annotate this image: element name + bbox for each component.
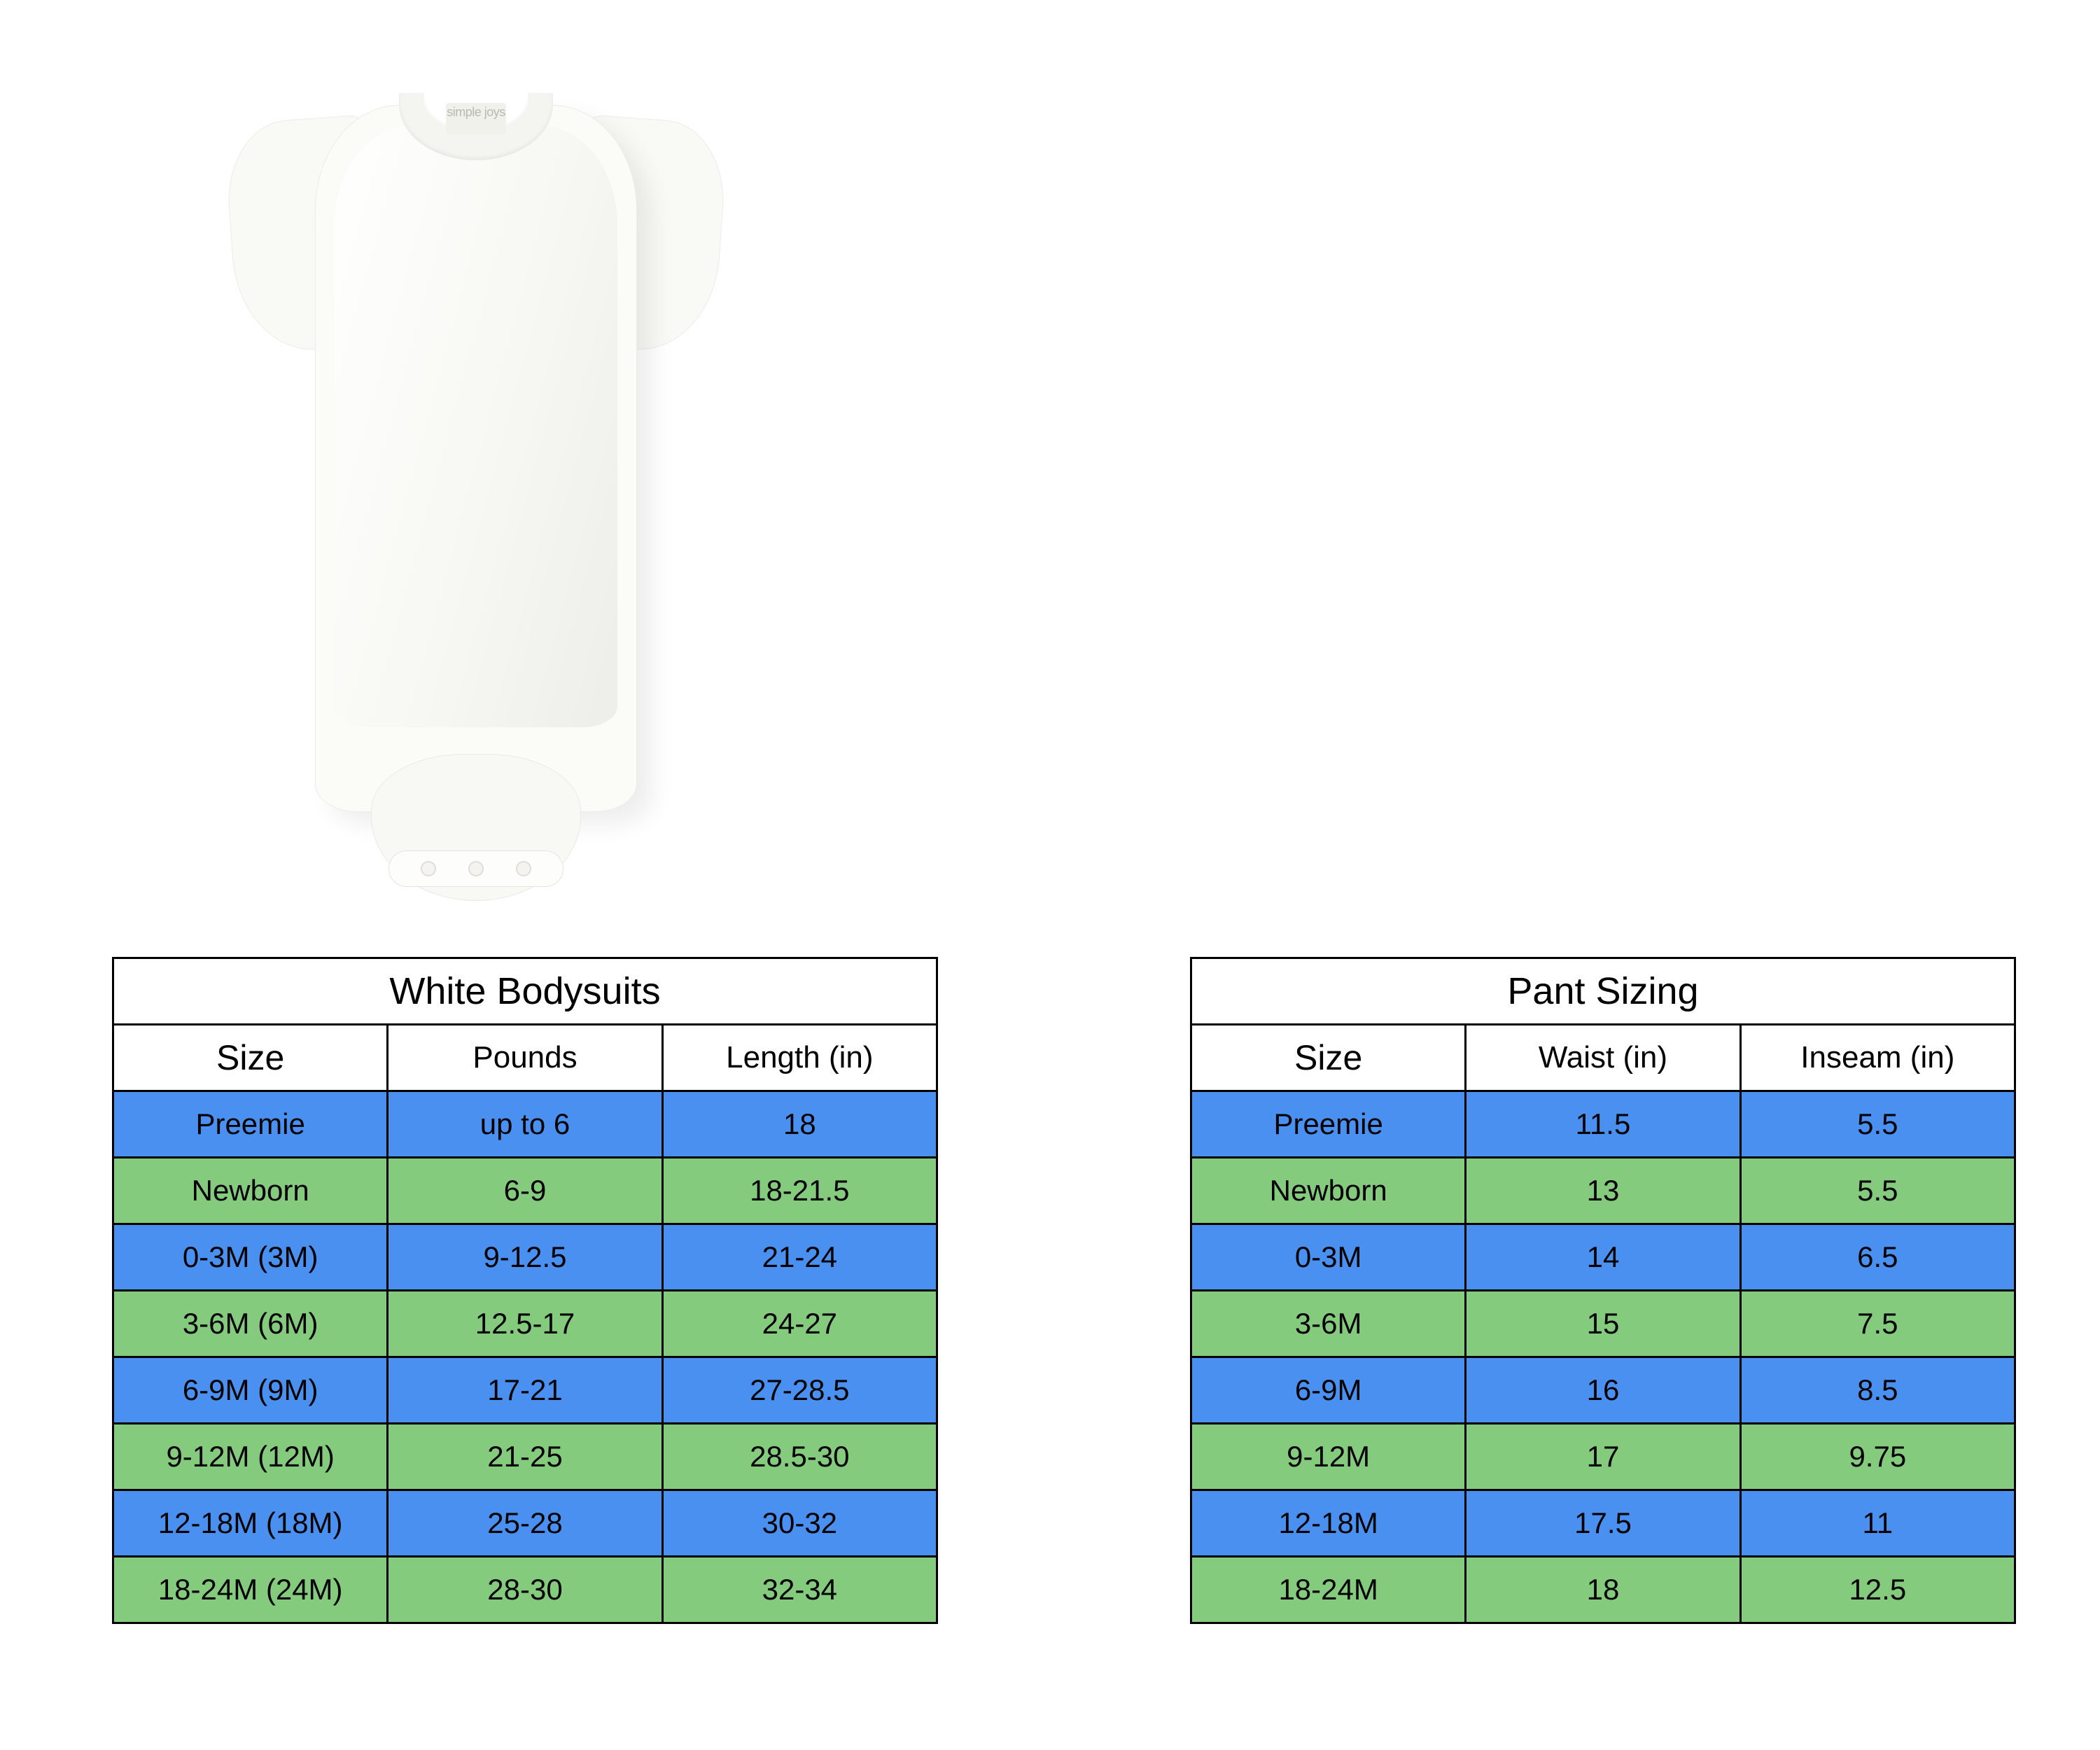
cell-inseam: 7.5 — [1740, 1291, 2015, 1357]
cell-length: 32-34 — [662, 1557, 937, 1623]
column-header-size: Size — [1191, 1025, 1466, 1091]
table-row — [1191, 1091, 2015, 1158]
cell-length: 18-21.5 — [662, 1158, 937, 1224]
cell-waist: 11.5 — [1466, 1091, 1740, 1158]
column-header-waist: Waist (in) — [1466, 1025, 1740, 1091]
table-row — [113, 1224, 937, 1291]
cell-inseam: 5.5 — [1740, 1158, 2015, 1224]
table-title-row — [113, 958, 937, 1025]
table-row — [113, 1091, 937, 1158]
cell-pounds: 28-30 — [388, 1557, 662, 1623]
table-header-row — [1191, 1025, 2015, 1091]
cell-size: 0-3M — [1191, 1224, 1466, 1291]
table-row — [113, 1357, 937, 1424]
table-row — [1191, 1357, 2015, 1424]
table-row — [113, 1424, 937, 1490]
bodysuit-torso — [315, 105, 637, 812]
cell-size: 12-18M — [1191, 1490, 1466, 1557]
cell-pounds: 9-12.5 — [388, 1224, 662, 1291]
column-header-inseam: Inseam (in) — [1740, 1025, 2015, 1091]
table-row — [113, 1158, 937, 1224]
cell-inseam: 12.5 — [1740, 1557, 2015, 1623]
pant-sizing-table — [1190, 957, 2016, 1624]
cell-size: 6-9M (9M) — [113, 1357, 388, 1424]
cell-size: 12-18M (18M) — [113, 1490, 388, 1557]
table-row — [113, 1490, 937, 1557]
pants-image-cell — [1050, 0, 2100, 948]
cell-size: 6-9M — [1191, 1357, 1466, 1424]
cell-size: 18-24M — [1191, 1557, 1466, 1623]
table-header-row — [113, 1025, 937, 1091]
cell-pounds: 6-9 — [388, 1158, 662, 1224]
table-title-row — [1191, 958, 2015, 1025]
table-row — [1191, 1490, 2015, 1557]
cell-pounds: 12.5-17 — [388, 1291, 662, 1357]
bodysuit-brand-tag: simple joys — [446, 103, 506, 134]
cell-size: Preemie — [113, 1091, 388, 1158]
cell-size: Preemie — [1191, 1091, 1466, 1158]
table-row — [1191, 1224, 2015, 1291]
cell-inseam: 9.75 — [1740, 1424, 2015, 1490]
cell-length: 21-24 — [662, 1224, 937, 1291]
table-title: Pant Sizing — [1191, 958, 2015, 1025]
cell-waist: 15 — [1466, 1291, 1740, 1357]
cell-waist: 16 — [1466, 1357, 1740, 1424]
table-row — [1191, 1291, 2015, 1357]
white-bodysuits-table — [112, 957, 938, 1624]
column-header-pounds: Pounds — [388, 1025, 662, 1091]
snap-icon — [468, 861, 484, 876]
cell-size: 9-12M (12M) — [113, 1424, 388, 1490]
bodysuit-snap-band — [388, 850, 564, 887]
cell-size: Newborn — [1191, 1158, 1466, 1224]
white-bodysuit-photo — [231, 66, 721, 927]
cell-length: 18 — [662, 1091, 937, 1158]
table-row — [113, 1291, 937, 1357]
snap-icon — [516, 861, 531, 876]
column-header-size: Size — [113, 1025, 388, 1091]
cell-waist: 17.5 — [1466, 1490, 1740, 1557]
cell-size: 18-24M (24M) — [113, 1557, 388, 1623]
cell-length: 30-32 — [662, 1490, 937, 1557]
column-header-length: Length (in) — [662, 1025, 937, 1091]
size-tables-row — [0, 948, 2100, 1750]
cell-pounds: 25-28 — [388, 1490, 662, 1557]
cell-size: 3-6M (6M) — [113, 1291, 388, 1357]
cell-length: 27-28.5 — [662, 1357, 937, 1424]
bodysuit-image-cell — [0, 0, 1050, 948]
cell-pounds: 17-21 — [388, 1357, 662, 1424]
cell-inseam: 8.5 — [1740, 1357, 2015, 1424]
cell-pounds: 21-25 — [388, 1424, 662, 1490]
cell-waist: 14 — [1466, 1224, 1740, 1291]
table-title: White Bodysuits — [113, 958, 937, 1025]
cell-inseam: 6.5 — [1740, 1224, 2015, 1291]
cell-waist: 13 — [1466, 1158, 1740, 1224]
cell-size: 0-3M (3M) — [113, 1224, 388, 1291]
cell-length: 28.5-30 — [662, 1424, 937, 1490]
cell-size: 9-12M — [1191, 1424, 1466, 1490]
cell-size: 3-6M — [1191, 1291, 1466, 1357]
cell-length: 24-27 — [662, 1291, 937, 1357]
table-row — [1191, 1424, 2015, 1490]
table-row — [1191, 1158, 2015, 1224]
table-row — [113, 1557, 937, 1623]
table-row — [1191, 1557, 2015, 1623]
cell-waist: 17 — [1466, 1424, 1740, 1490]
cell-size: Newborn — [113, 1158, 388, 1224]
cell-inseam: 11 — [1740, 1490, 2015, 1557]
snap-icon — [421, 861, 436, 876]
cell-inseam: 5.5 — [1740, 1091, 2015, 1158]
cell-pounds: up to 6 — [388, 1091, 662, 1158]
cell-waist: 18 — [1466, 1557, 1740, 1623]
